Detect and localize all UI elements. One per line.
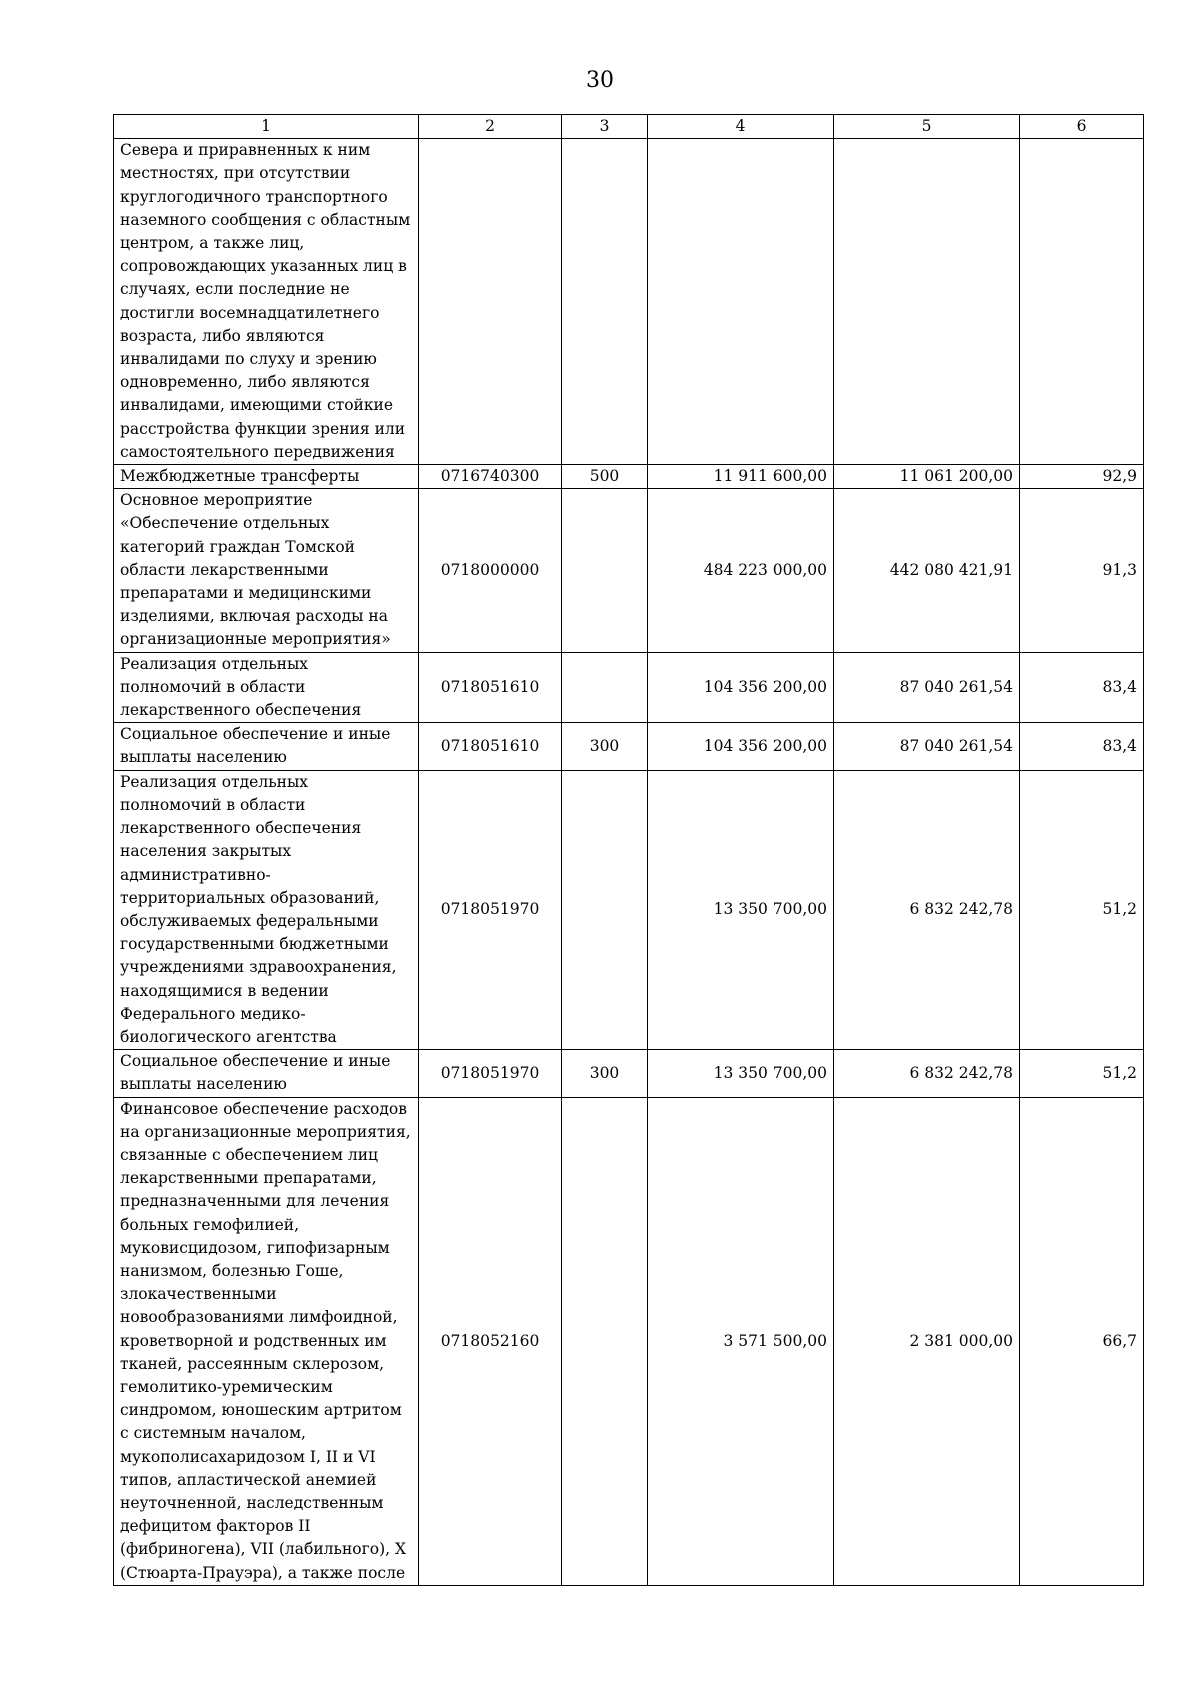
row-code: 0718051970 xyxy=(419,770,562,1049)
table-row xyxy=(114,770,1144,1049)
row-name: Социальное обеспечение и иные выплаты населению xyxy=(114,723,419,770)
row-code: 0718052160 xyxy=(419,1097,562,1585)
row-name: Социальное обеспечение и иные выплаты населению xyxy=(114,1050,419,1097)
row-name: Реализация отдельных полномочий в области лекарственного обеспечения населения закрытых административно-территориальных образований, обслуживаемых федеральными государственными бюджетными учреждениями здравоохранения, находящимися в ведении Федерального медико-биологического агентства xyxy=(114,770,419,1049)
row-type xyxy=(562,1097,648,1585)
row-plan: 484 223 000,00 xyxy=(648,489,834,652)
table-row xyxy=(114,465,1144,489)
column-header: 2 xyxy=(419,115,562,139)
row-plan: 3 571 500,00 xyxy=(648,1097,834,1585)
table-row xyxy=(114,139,1144,465)
budget-table xyxy=(113,114,1144,1586)
row-name: Реализация отдельных полномочий в области лекарственного обеспечения xyxy=(114,652,419,723)
row-plan xyxy=(648,139,834,465)
row-type: 300 xyxy=(562,1050,648,1097)
row-plan: 104 356 200,00 xyxy=(648,652,834,723)
row-type xyxy=(562,489,648,652)
row-fact: 2 381 000,00 xyxy=(834,1097,1020,1585)
table-row xyxy=(114,1050,1144,1097)
row-name: Финансовое обеспечение расходов на организационные мероприятия, связанные с обеспечением лиц лекарственными препаратами, предназначенными для лечения больных гемофилией, муковисцидозом, гипофизарным нанизмом, болезнью Гоше, злокачественными новообразованиями лимфоидной, кроветворной и родственных им тканей, рассеянным склерозом, гемолитико-уремическим синдромом, юношеским артритом с системным началом, мукополисахаридозом I, II и VI типов, апластической анемией неуточненной, наследственным дефицитом факторов II (фибриногена), VII (лабильного), X (Стюарта-Прауэра), а также после xyxy=(114,1097,419,1585)
row-fact: 87 040 261,54 xyxy=(834,723,1020,770)
table-row xyxy=(114,723,1144,770)
row-fact: 6 832 242,78 xyxy=(834,1050,1020,1097)
column-header: 5 xyxy=(834,115,1020,139)
row-code: 0718000000 xyxy=(419,489,562,652)
row-percent: 83,4 xyxy=(1020,723,1144,770)
row-type xyxy=(562,139,648,465)
row-fact xyxy=(834,139,1020,465)
row-percent: 51,2 xyxy=(1020,1050,1144,1097)
row-percent: 92,9 xyxy=(1020,465,1144,489)
table-row xyxy=(114,652,1144,723)
row-code: 0716740300 xyxy=(419,465,562,489)
row-type xyxy=(562,770,648,1049)
row-fact: 6 832 242,78 xyxy=(834,770,1020,1049)
row-name: Севера и приравненных к ним местностях, при отсутствии круглогодичного транспортного наземного сообщения с областным центром, а также лиц, сопровождающих указанных лиц в случаях, если последние не достигли восемнадцатилетнего возраста, либо являются инвалидами по слуху и зрению одновременно, либо являются инвалидами, имеющими стойкие расстройства функции зрения или самостоятельного передвижения xyxy=(114,139,419,465)
row-fact: 11 061 200,00 xyxy=(834,465,1020,489)
column-header: 4 xyxy=(648,115,834,139)
row-type xyxy=(562,652,648,723)
table-row xyxy=(114,489,1144,652)
page-number: 30 xyxy=(586,68,614,93)
row-plan: 11 911 600,00 xyxy=(648,465,834,489)
row-code: 0718051610 xyxy=(419,723,562,770)
row-code xyxy=(419,139,562,465)
row-percent: 83,4 xyxy=(1020,652,1144,723)
row-plan: 104 356 200,00 xyxy=(648,723,834,770)
row-code: 0718051610 xyxy=(419,652,562,723)
row-percent: 66,7 xyxy=(1020,1097,1144,1585)
column-header: 1 xyxy=(114,115,419,139)
row-percent: 51,2 xyxy=(1020,770,1144,1049)
row-percent xyxy=(1020,139,1144,465)
column-header: 6 xyxy=(1020,115,1144,139)
table-row xyxy=(114,1097,1144,1585)
row-code: 0718051970 xyxy=(419,1050,562,1097)
row-fact: 442 080 421,91 xyxy=(834,489,1020,652)
row-type: 300 xyxy=(562,723,648,770)
row-name: Основное мероприятие «Обеспечение отдельных категорий граждан Томской области лекарственными препаратами и медицинскими изделиями, включая расходы на организационные мероприятия» xyxy=(114,489,419,652)
row-name: Межбюджетные трансферты xyxy=(114,465,419,489)
row-fact: 87 040 261,54 xyxy=(834,652,1020,723)
row-plan: 13 350 700,00 xyxy=(648,770,834,1049)
row-plan: 13 350 700,00 xyxy=(648,1050,834,1097)
column-header: 3 xyxy=(562,115,648,139)
row-percent: 91,3 xyxy=(1020,489,1144,652)
table-header-row xyxy=(114,115,1144,139)
row-type: 500 xyxy=(562,465,648,489)
